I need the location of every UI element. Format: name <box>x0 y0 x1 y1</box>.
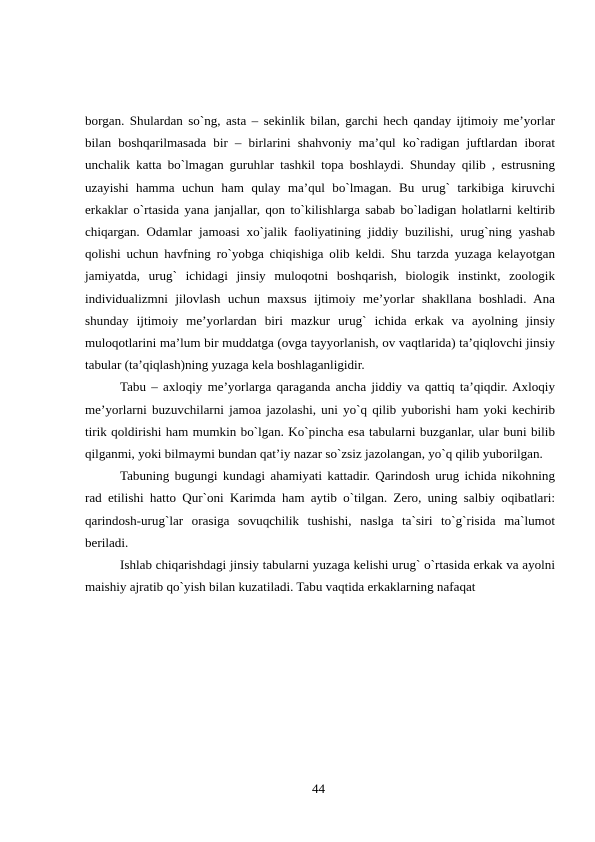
paragraph-continued: borgan. Shulardan so`ng, asta – sekinlik bilan, garchi hech qanday ijtimoiy me’yorlar bilan boshqarilmasada bir – birlarini shahvoniy ma’qul ko`radigan juftlardan iborat unchalik katta bo`lmagan guruhlar tashkil topa boshlaydi. Shunday qilib , estrusning uzayishi hamma uchun ham qulay ma’qul bo`lmagan. Bu urug` tarkibiga kiruvchi erkaklar o`rtasida yana janjallar, qon to`kilishlarga sabab bo`ladigan holatlarni keltirib chiqargan. Odamlar jamoasi xo`jalik faoliyatining jiddiy buzilishi, urug`ning yashab qolishi uchun havfning ro`yobga chiqishiga olib keldi. Shu tarzda yuzaga kelayotgan jamiyatda, urug` ichidagi jinsiy muloqotni boshqarish, biologik instinkt, zoologik individualizmni jilovlash uchun maxsus ijtimoiy me’yorlar shakllana boshladi. Ana shunday ijtimoiy me’yorlardan biri mazkur urug` ichida erkak va ayolning jinsiy muloqotlarini ma’lum bir muddatga (ovga tayyorlanish, ov vaqtlarida) ta’qiqlovchi jinsiy tabular (ta’qiqlash)ning yuzaga kela boshlaganligidir. <box>85 113 555 373</box>
paragraph-tabu-definition: Tabu – axloqiy me’yorlarga qaraganda ancha jiddiy va qattiq ta’qiqdir. Axloqiy me’yorlarni buzuvchilarni jamoa jazolashi, uni yo`q qilib yuborishi ham yoki kechirib tirik qoldirishi ham mumkin bo`lgan. Ko`pincha esa tabularni buzganlar, ular buni bilib qilganmi, yoki bilmaymi bundan qat’iy nazar so`zsiz jazolangan, yo`q qilib yuborilgan. <box>85 379 555 462</box>
paragraph-tabu-importance: Tabuning bugungi kundagi ahamiyati kattadir. Qarindosh urug ichida nikohning rad etilishi hatto Qur`oni Karimda ham aytib o`tilgan. Zero, uning salbiy oqibatlari: qarindosh-urug`lar orasiga sovuqchilik tushishi, naslga ta`siri to`g`risida ma`lumot beriladi. <box>85 468 555 550</box>
page-number: 44 <box>311 781 326 796</box>
paragraph-production-tabu: Ishlab chiqarishdagi jinsiy tabularni yuzaga kelishi urug` o`rtasida erkak va ayolni maishiy ajratib qo`yish bilan kuzatiladi. Tabu vaqtida erkaklarning nafaqat <box>85 557 555 595</box>
body-text <box>85 110 555 598</box>
